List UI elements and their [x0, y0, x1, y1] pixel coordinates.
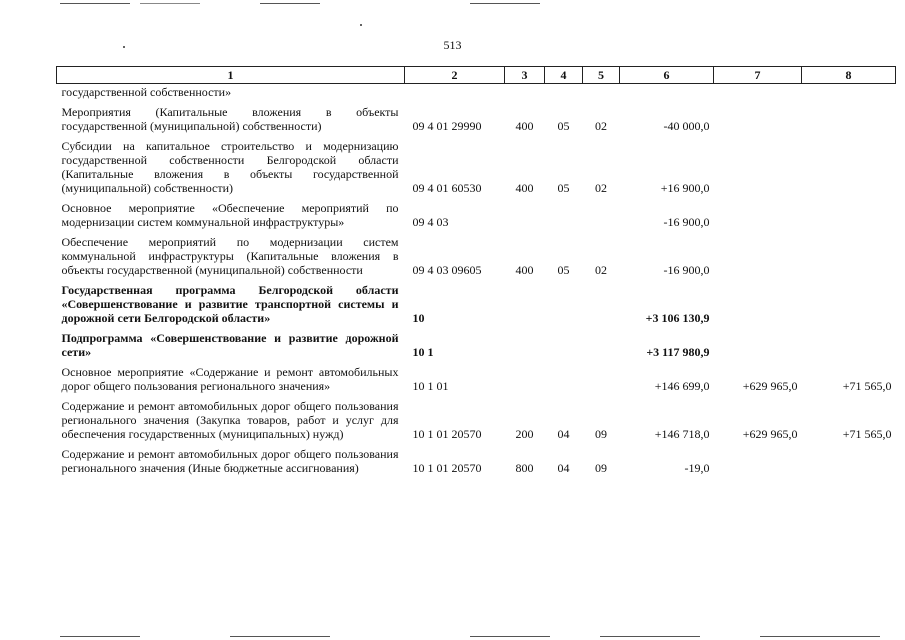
row-description: Государственная программа Белгородской области «Совершенствование и развитие транспортной системы и дорожной сети Белгородской области» — [61, 283, 399, 325]
scan-artifact-line — [60, 3, 130, 4]
row-subsection — [583, 280, 620, 328]
row-amount-2 — [714, 198, 802, 232]
row-type — [505, 280, 545, 328]
row-type: 800 — [515, 461, 534, 475]
column-header: 8 — [802, 67, 896, 84]
row-code: 09 4 01 29990 — [412, 119, 482, 133]
column-header: 3 — [505, 67, 545, 84]
column-header: 7 — [714, 67, 802, 84]
row-description: государственной собственности» — [61, 85, 232, 99]
row-description: Содержание и ремонт автомобильных дорог общего пользования регионального значения (Иные бюджетные ассигнования) — [61, 447, 399, 475]
row-subsection: 02 — [595, 181, 607, 195]
row-amount-2 — [714, 328, 802, 362]
column-header: 4 — [545, 67, 583, 84]
row-amount-3 — [802, 84, 896, 103]
table-row — [57, 198, 896, 232]
scan-artifact-line — [230, 636, 330, 637]
row-code: 09 4 01 60530 — [412, 181, 482, 195]
scan-artifact-line — [60, 636, 140, 637]
row-amount-2: +629 965,0 — [742, 379, 798, 393]
row-type: 400 — [515, 181, 534, 195]
row-subsection — [583, 328, 620, 362]
row-amount-1: +146 699,0 — [654, 379, 710, 393]
row-amount-3 — [802, 102, 896, 136]
scan-artifact-line — [470, 636, 550, 637]
row-code: 10 1 01 — [412, 379, 449, 393]
row-section: 05 — [557, 181, 570, 195]
column-header: 1 — [57, 67, 405, 84]
table-row — [57, 136, 896, 198]
row-subsection: 09 — [595, 427, 607, 441]
row-amount-1: -40 000,0 — [663, 119, 710, 133]
row-amount-1: -19,0 — [684, 461, 710, 475]
scan-artifact-line — [760, 636, 880, 637]
row-section — [545, 198, 583, 232]
row-type: 200 — [515, 427, 534, 441]
row-amount-2 — [714, 280, 802, 328]
row-amount-3 — [802, 328, 896, 362]
row-code — [405, 84, 505, 103]
header-row — [57, 67, 896, 84]
row-amount-1: +3 106 130,9 — [645, 311, 710, 325]
row-code: 10 1 01 20570 — [412, 427, 482, 441]
row-amount-1: +3 117 980,9 — [646, 345, 710, 359]
budget-table — [56, 66, 896, 478]
row-section: 05 — [557, 263, 570, 277]
table-row — [57, 84, 896, 103]
row-amount-2 — [714, 136, 802, 198]
row-subsection — [583, 198, 620, 232]
scan-speck — [360, 24, 362, 26]
row-amount-1: +16 900,0 — [660, 181, 710, 195]
table-row — [57, 444, 896, 478]
row-amount-1: -16 900,0 — [663, 263, 710, 277]
row-description: Содержание и ремонт автомобильных дорог общего пользования регионального значения (Закупка товаров, работ и услуг для обеспечения государственных (муниципальных) нужд) — [61, 399, 399, 441]
row-subsection: 02 — [595, 119, 607, 133]
row-subsection: 09 — [595, 461, 607, 475]
row-amount-2 — [714, 444, 802, 478]
table-row — [57, 396, 896, 444]
row-type — [505, 328, 545, 362]
row-subsection — [583, 362, 620, 396]
column-header: 2 — [405, 67, 505, 84]
row-description: Субсидии на капитальное строительство и модернизацию государственной собственности Белгородской области (Капитальные вложения в объекты государственной (муниципальной) собственности) — [61, 139, 399, 195]
row-amount-1: +146 718,0 — [654, 427, 710, 441]
row-description: Мероприятия (Капитальные вложения в объекты государственной (муниципальной) собственности) — [61, 105, 399, 133]
table-row — [57, 280, 896, 328]
page-number: 513 — [443, 38, 462, 52]
row-type — [505, 362, 545, 396]
row-amount-3 — [802, 444, 896, 478]
scan-artifact-line — [140, 3, 200, 4]
table-row — [57, 362, 896, 396]
row-amount-3: +71 565,0 — [842, 379, 892, 393]
table-body — [57, 84, 896, 479]
row-description: Основное мероприятие «Содержание и ремонт автомобильных дорог общего пользования регионального значения» — [61, 365, 399, 393]
row-type — [505, 198, 545, 232]
row-amount-2 — [714, 102, 802, 136]
row-section: 04 — [557, 461, 570, 475]
row-description: Основное мероприятие «Обеспечение мероприятий по модернизации систем коммунальной инфраструктуры» — [61, 201, 399, 229]
row-section — [545, 328, 583, 362]
row-amount-2 — [714, 232, 802, 280]
scan-artifact-line — [600, 636, 700, 637]
row-code: 10 1 01 20570 — [412, 461, 482, 475]
row-amount-2 — [714, 84, 802, 103]
row-section — [545, 362, 583, 396]
row-type: 400 — [515, 119, 534, 133]
row-section: 05 — [557, 119, 570, 133]
row-code: 09 4 03 09605 — [412, 263, 482, 277]
row-section — [545, 84, 583, 103]
column-header: 5 — [583, 67, 620, 84]
row-description: Подпрограмма «Совершенствование и развитие дорожной сети» — [61, 331, 399, 359]
table-row — [57, 102, 896, 136]
scan-artifact-line — [260, 3, 320, 4]
row-section — [545, 280, 583, 328]
row-description: Обеспечение мероприятий по модернизации систем коммунальной инфраструктуры (Капитальные вложения в объекты государственной (муниципальной) собственности — [61, 235, 399, 277]
column-header: 6 — [620, 67, 714, 84]
row-amount-3 — [802, 198, 896, 232]
table-header — [57, 67, 896, 84]
scan-artifact-line — [470, 3, 540, 4]
row-code: 10 1 — [412, 345, 434, 359]
row-section: 04 — [557, 427, 570, 441]
row-amount-3 — [802, 136, 896, 198]
row-amount-3 — [802, 232, 896, 280]
row-amount-2: +629 965,0 — [742, 427, 798, 441]
row-code: 10 — [412, 311, 425, 325]
table-row — [57, 328, 896, 362]
row-type — [505, 84, 545, 103]
row-amount-1: -16 900,0 — [663, 215, 710, 229]
row-subsection: 02 — [595, 263, 607, 277]
row-amount-3: +71 565,0 — [842, 427, 892, 441]
row-code: 09 4 03 — [412, 215, 449, 229]
row-amount-1 — [620, 84, 714, 103]
table-row — [57, 232, 896, 280]
row-subsection — [583, 84, 620, 103]
row-type: 400 — [515, 263, 534, 277]
row-amount-3 — [802, 280, 896, 328]
